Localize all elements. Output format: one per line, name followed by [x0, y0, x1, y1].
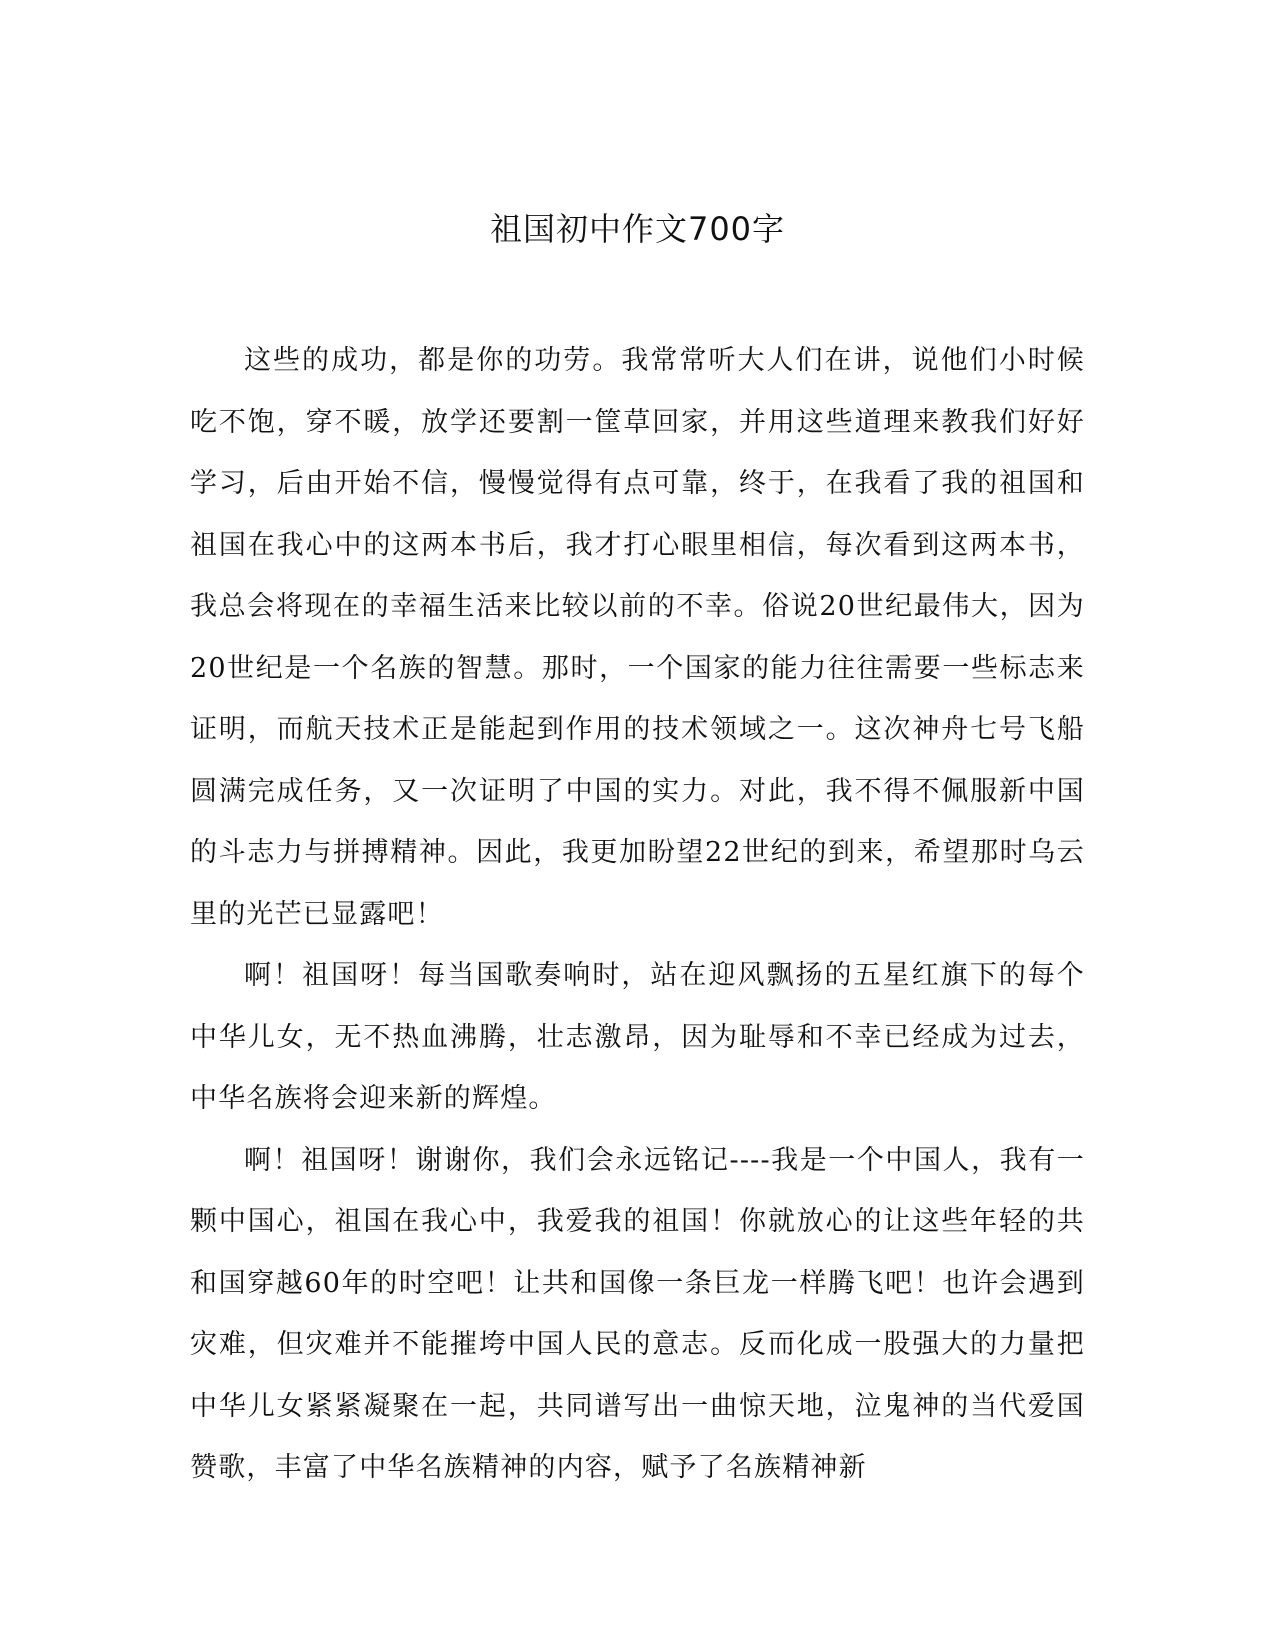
document-title: 祖国初中作文700字 — [489, 210, 786, 248]
paragraph-1: 这些的成功，都是你的功劳。我常常听大人们在讲，说他们小时候吃不饱，穿不暖，放学还要割一筐草回家，并用这些道理来教我们好好学习，后由开始不信，慢慢觉得有点可靠，终于，在我看了我的祖国和祖国在我心中的这两本书后，我才打心眼里相信，每次看到这两本书，我总会将现在的幸福生活来比较以前的不幸。俗说20世纪最伟大，因为20世纪是一个名族的智慧。那时，一个国家的能力往往需要一些标志来证明，而航天技术正是能起到作用的技术领域之一。这次神舟七号飞船圆满完成任务，又一次证明了中国的实力。对此，我不得不佩服新中国的斗志力与拼搏精神。因此，我更加盼望22世纪的到来，希望那时乌云里的光芒已显露吧！ — [190, 345, 1085, 930]
document-body — [190, 330, 1085, 1499]
paragraph-2: 啊！祖国呀！每当国歌奏响时，站在迎风飘扬的五星红旗下的每个中华儿女，无不热血沸腾，壮志激昂，因为耻辱和不幸已经成为过去，中华名族将会迎来新的辉煌。 — [190, 960, 1085, 1114]
paragraph-3: 啊！祖国呀！谢谢你，我们会永远铭记----我是一个中国人，我有一颗中国心，祖国在我心中，我爱我的祖国！你就放心的让这些年轻的共和国穿越60年的时空吧！让共和国像一条巨龙一样腾飞吧！也许会遇到灾难，但灾难并不能摧垮中国人民的意志。反而化成一股强大的力量把中华儿女紧紧凝聚在一起，共同谱写出一曲惊天地，泣鬼神的当代爱国赞歌，丰富了中华名族精神的内容，赋予了名族精神新 — [190, 1144, 1085, 1483]
